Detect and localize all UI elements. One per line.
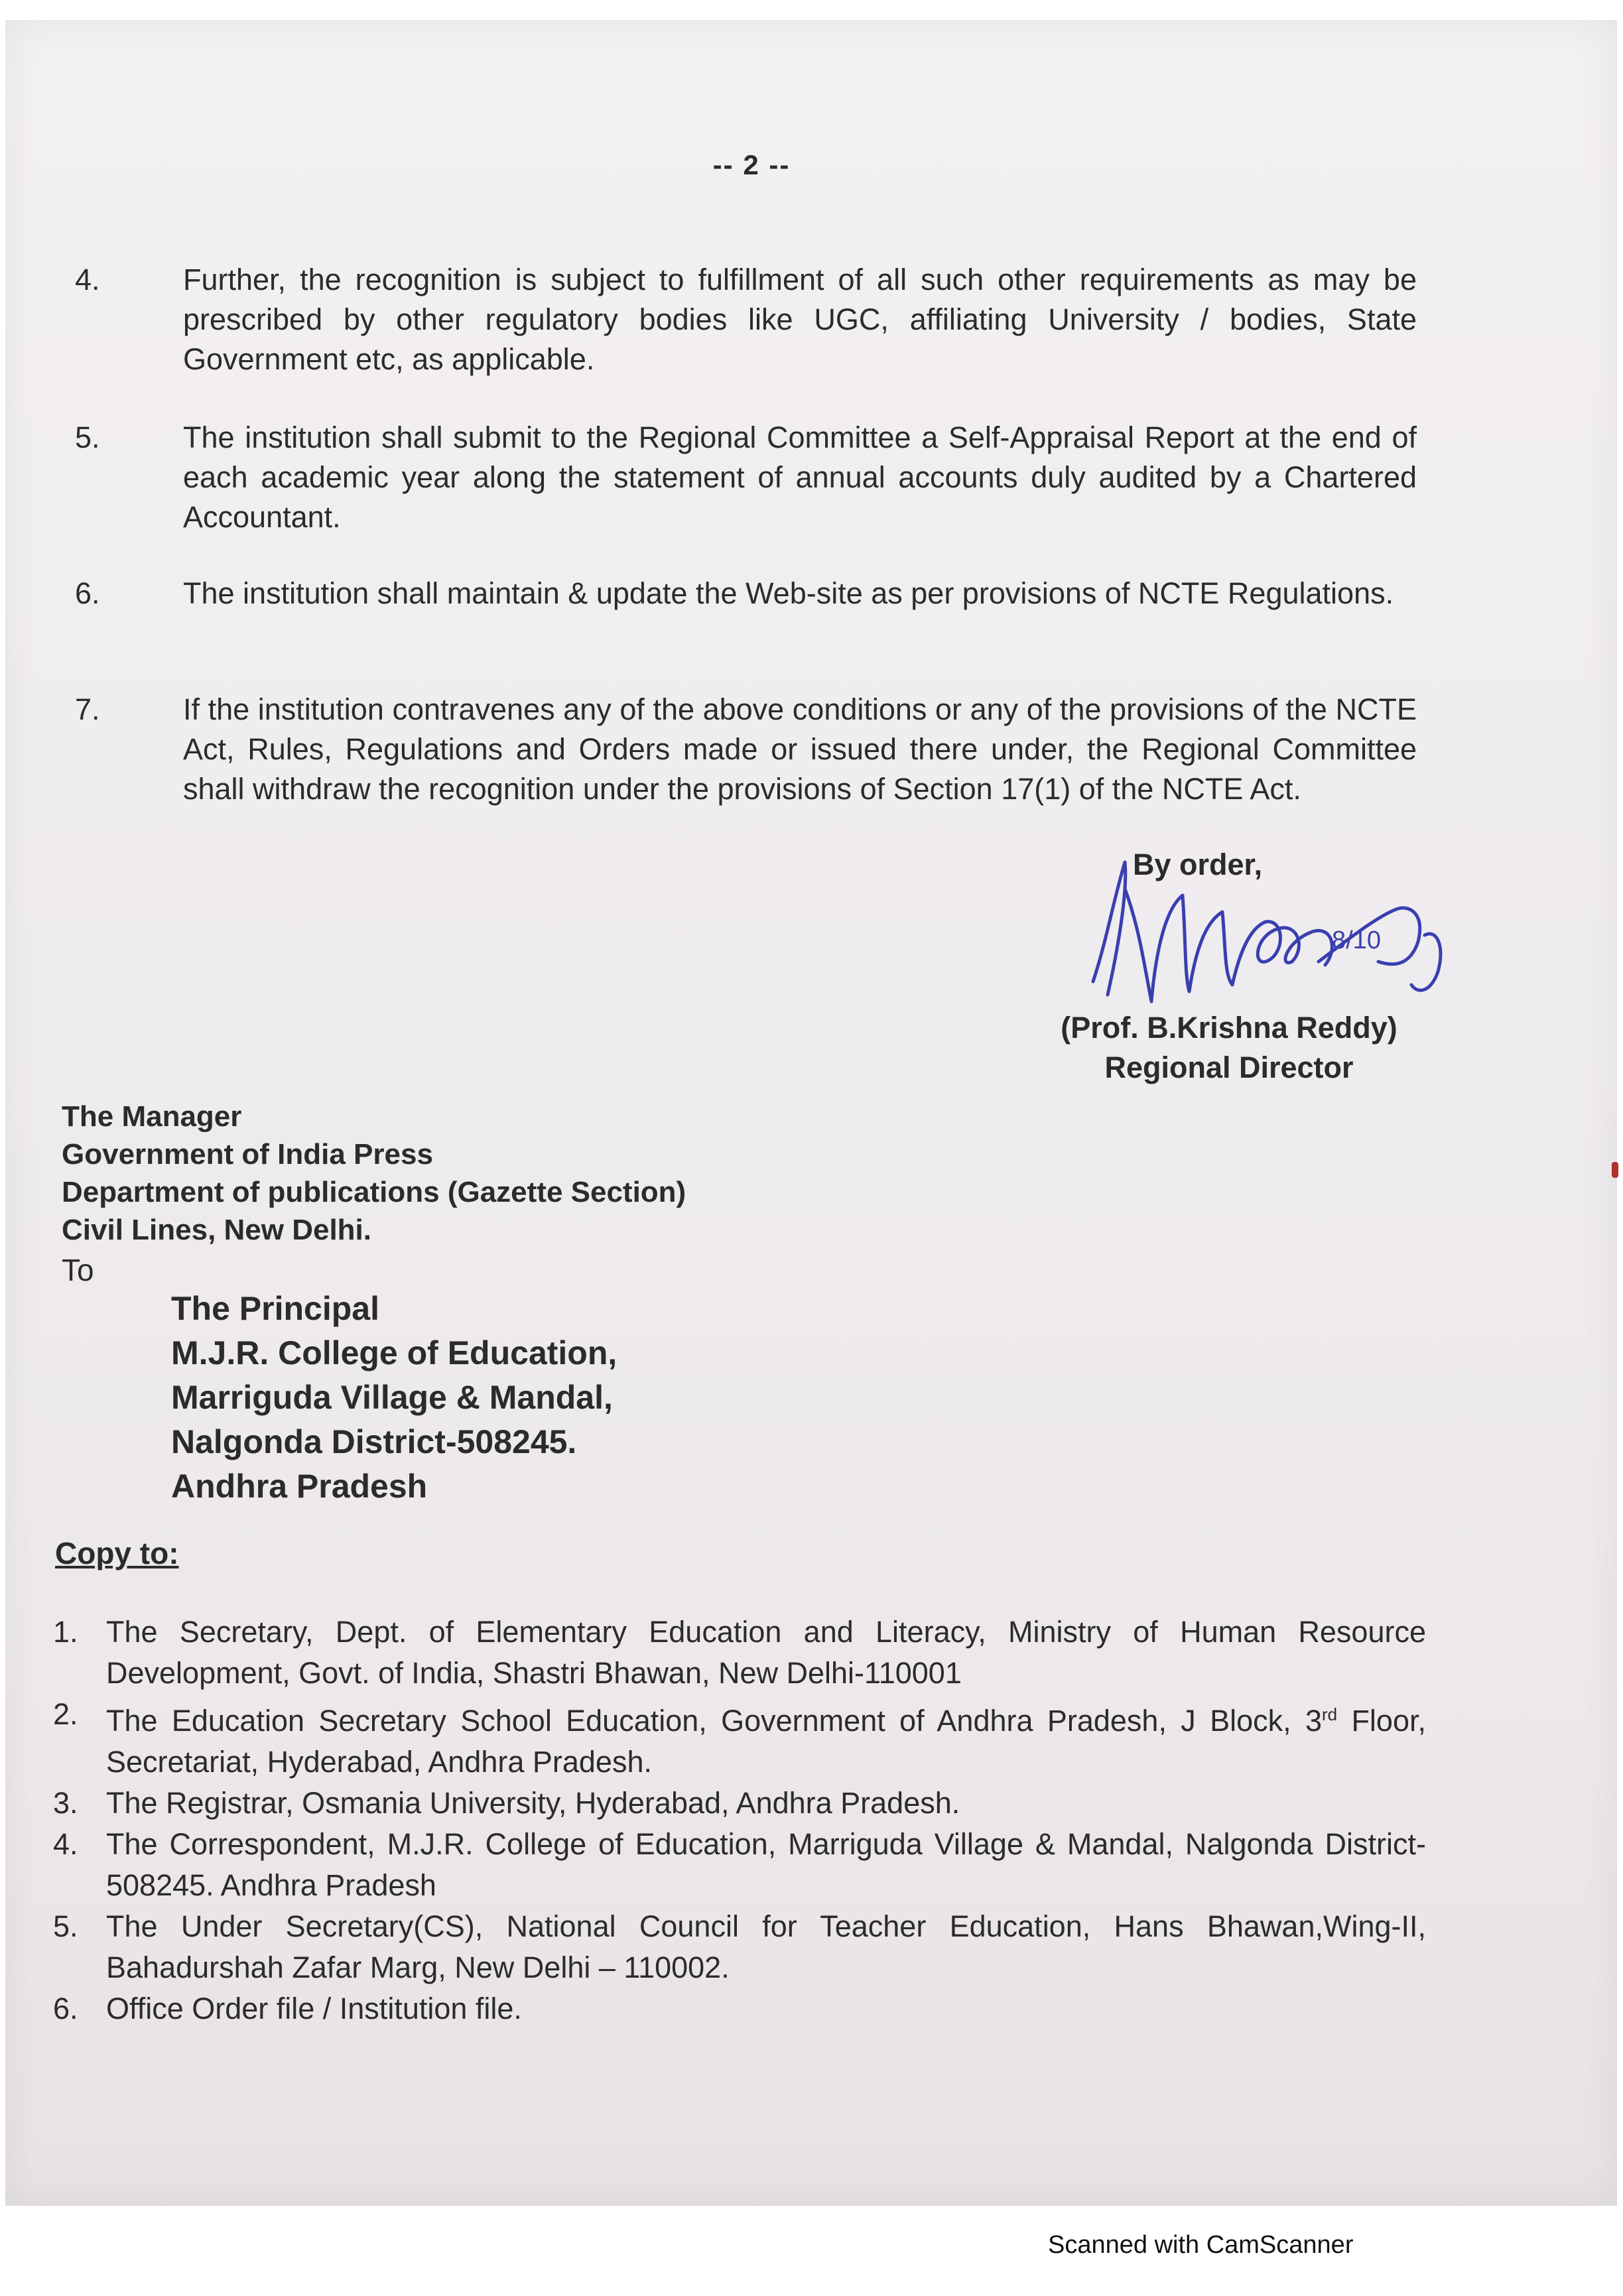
document-page [5,20,1617,2206]
signer-name: (Prof. B.Krishna Reddy) [1061,1011,1397,1045]
copy-to-number: 3. [53,1786,78,1820]
ordinal-suffix: rd [1322,1704,1338,1724]
addressee-block [62,1098,686,1249]
signature-date-note: 8/10 [1332,926,1381,954]
copy-to-item [5,1988,1464,2029]
copy-to-text: The Secretary, Dept. of Elementary Education and Literacy, Ministry of Human Resource Development, Govt. of India, Shastri Bhawan, New Delhi-110001 [106,1615,1426,1690]
address-line: Department of publications (Gazette Section) [62,1176,686,1208]
signer-title: Regional Director [1104,1051,1354,1084]
copy-to-text: The Under Secretary(CS), National Council for Teacher Education, Hans Bhawan,Wing-II, Bahadurshah Zafar Marg, New Delhi – 110002. [106,1909,1426,1984]
scan-edge-mark [1612,1162,1618,1178]
copy-to-item [5,1824,1464,1906]
copy-to-item [5,1612,1464,1694]
condition-text: If the institution contravenes any of the above conditions or any of the provisions of the NCTE Act, Rules, Regulations and Orders made or issued there under, the Regional Committee shall withdraw the recognition under the provisions of Section 17(1) of the NCTE Act. [183,692,1417,806]
condition-number: 4. [75,263,100,296]
copy-to-item [5,1783,1464,1824]
signature [1067,849,1451,1021]
recipient-block [171,1287,617,1509]
scanner-watermark: Scanned with CamScanner [1048,2231,1354,2259]
address-line: Civil Lines, New Delhi. [62,1214,372,1246]
recipient-line: Nalgonda District-508245. [171,1423,577,1460]
copy-to-text: The Registrar, Osmania University, Hyderabad, Andhra Pradesh. [106,1786,960,1820]
condition-text: Further, the recognition is subject to fulfillment of all such other requirements as may be prescribed by other regulatory bodies like UGC, affiliating University / bodies, State Government etc, as applicable. [183,263,1417,376]
recipient-line: Marriguda Village & Mandal, [171,1379,613,1416]
recipient-line: M.J.R. College of Education, [171,1334,617,1371]
copy-to-number: 5. [53,1909,78,1943]
condition-number: 5. [75,420,100,454]
copy-to-list [5,1612,1464,2029]
copy-to-number: 2. [53,1697,78,1731]
copy-to-text-part: Floor, Secretariat, Hyderabad, Andhra Pradesh. [106,1704,1426,1779]
to-label: To [62,1253,94,1287]
copy-to-number: 4. [53,1827,78,1861]
copy-to-number: 1. [53,1615,78,1649]
recipient-line: The Principal [171,1290,379,1327]
recipient-line: Andhra Pradesh [171,1468,428,1505]
page-number: -- 2 -- [712,149,791,180]
copy-to-number: 6. [53,1992,78,2025]
address-line: The Manager [62,1100,242,1133]
condition-text: The institution shall maintain & update the Web-site as per provisions of NCTE Regulations. [183,576,1394,610]
copy-to-text: The Correspondent, M.J.R. College of Education, Marriguda Village & Mandal, Nalgonda District-508245. Andhra Pradesh [106,1827,1426,1902]
condition-number: 7. [75,692,100,726]
address-line: Government of India Press [62,1138,433,1171]
copy-to-text: Office Order file / Institution file. [106,1992,522,2025]
copy-to-heading: Copy to: [55,1536,179,1570]
copy-to-text [106,1694,1426,1783]
copy-to-item [5,1906,1464,1988]
condition-number: 6. [75,576,100,610]
copy-to-item [5,1694,1464,1783]
by-order-label: By order, [1133,848,1263,881]
signer-block [1027,1008,1431,1088]
condition-text: The institution shall submit to the Regional Committee a Self-Appraisal Report at the end of each academic year along the statement of annual accounts duly audited by a Chartered Accountant. [183,420,1417,534]
copy-to-text-part: The Education Secretary School Education, Government of Andhra Pradesh, J Block, 3 [106,1704,1322,1738]
